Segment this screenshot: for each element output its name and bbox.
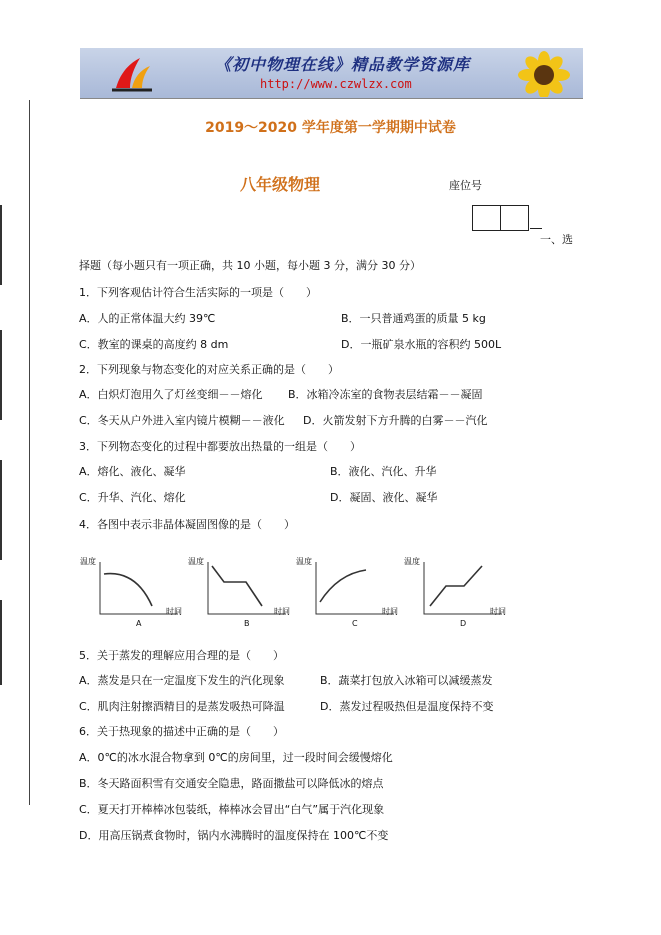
graph-b bbox=[186, 552, 299, 632]
banner-divider bbox=[80, 98, 583, 99]
option-c: C．肌肉注射擦酒精目的是蒸发吸热可降温 bbox=[79, 700, 285, 713]
graph-label-d: D bbox=[460, 619, 467, 628]
graph-a bbox=[78, 552, 191, 632]
seat-label: 座位号 bbox=[449, 179, 482, 192]
graph-ylabel: 温度 bbox=[188, 557, 204, 566]
seat-underline bbox=[530, 228, 542, 229]
option-a: A．人的正常体温大约 39℃ bbox=[79, 312, 216, 325]
graph-xlabel: 时间 bbox=[166, 607, 182, 616]
option-c: C．夏天打开棒棒冰包装纸，棒棒冰会冒出“白气”属于汽化现象 bbox=[79, 803, 385, 816]
option-b: B．冰箱冷冻室的食物表层结霜－－凝固 bbox=[288, 388, 483, 401]
header-banner bbox=[80, 48, 583, 98]
graph-d bbox=[402, 552, 515, 632]
graph-c bbox=[294, 552, 407, 632]
option-a: A．熔化、液化、凝华 bbox=[79, 465, 186, 478]
option-b: B．冬天路面积雪有交通安全隐患，路面撒盐可以降低冰的熔点 bbox=[79, 777, 384, 790]
option-d: D．凝固、液化、凝华 bbox=[330, 491, 438, 504]
question-stem: 3．下列物态变化的过程中都要放出热量的一组是（ ） bbox=[79, 440, 361, 453]
exam-title: 2019～2020 学年度第一学期期中试卷 bbox=[205, 120, 456, 136]
banner-url[interactable]: http://www.czwlzx.com bbox=[260, 77, 412, 91]
edge-mark bbox=[0, 600, 2, 685]
graph-label-c: C bbox=[352, 619, 358, 628]
option-b: B．一只普通鸡蛋的质量 5 kg bbox=[341, 312, 486, 325]
option-d: D．用高压锅煮食物时，锅内水沸腾时的温度保持在 100℃不变 bbox=[79, 829, 389, 842]
option-d: D．火箭发射下方升腾的白雾－－汽化 bbox=[303, 414, 488, 427]
option-a: A．白炽灯泡用久了灯丝变细－－熔化 bbox=[79, 388, 263, 401]
binding-line bbox=[29, 100, 30, 805]
option-b: B．蔬菜打包放入冰箱可以减缓蒸发 bbox=[320, 674, 493, 687]
seat-box-1[interactable] bbox=[472, 205, 501, 231]
option-c: C．教室的课桌的高度约 8 dm bbox=[79, 338, 229, 351]
sunflower-icon bbox=[508, 51, 580, 97]
question-stem: 2．下列现象与物态变化的对应关系正确的是（ ） bbox=[79, 363, 339, 376]
section-heading-start: 一、选 bbox=[540, 233, 573, 246]
question-stem: 5．关于蒸发的理解应用合理的是（ ） bbox=[79, 649, 284, 662]
seat-box-2[interactable] bbox=[500, 205, 529, 231]
option-a: A．0℃的冰水混合物拿到 0℃的房间里，过一段时间会缓慢熔化 bbox=[79, 751, 393, 764]
option-a: A．蒸发是只在一定温度下发生的汽化现象 bbox=[79, 674, 285, 687]
graph-label-b: B bbox=[244, 619, 250, 628]
graph-label-a: A bbox=[136, 619, 142, 628]
section-intro: 择题（每小题只有一项正确，共 10 小题，每小题 3 分，满分 30 分） bbox=[79, 259, 421, 272]
exam-subject: 八年级物理 bbox=[240, 175, 321, 194]
graph-ylabel: 温度 bbox=[404, 557, 420, 566]
graph-xlabel: 时间 bbox=[490, 607, 506, 616]
option-c: C．升华、汽化、熔化 bbox=[79, 491, 186, 504]
graph-xlabel: 时间 bbox=[274, 607, 290, 616]
edge-mark bbox=[0, 460, 2, 560]
graph-ylabel: 温度 bbox=[296, 557, 312, 566]
graph-ylabel: 温度 bbox=[80, 557, 96, 566]
option-d: D．一瓶矿泉水瓶的容积约 500L bbox=[341, 338, 502, 351]
option-d: D．蒸发过程吸热但是温度保持不变 bbox=[320, 700, 494, 713]
question-stem: 6．关于热现象的描述中正确的是（ ） bbox=[79, 725, 284, 738]
question-stem: 4．各图中表示非晶体凝固图像的是（ ） bbox=[79, 518, 295, 531]
graph-xlabel: 时间 bbox=[382, 607, 398, 616]
option-b: B．液化、汽化、升华 bbox=[330, 465, 437, 478]
site-logo-icon bbox=[110, 54, 154, 94]
option-c: C．冬天从户外进入室内镜片模糊－－液化 bbox=[79, 414, 285, 427]
edge-mark bbox=[0, 205, 2, 285]
question-stem: 1．下列客观估计符合生活实际的一项是（ ） bbox=[79, 286, 317, 299]
banner-title: 《初中物理在线》精品教学资源库 bbox=[215, 55, 471, 74]
edge-mark bbox=[0, 330, 2, 420]
